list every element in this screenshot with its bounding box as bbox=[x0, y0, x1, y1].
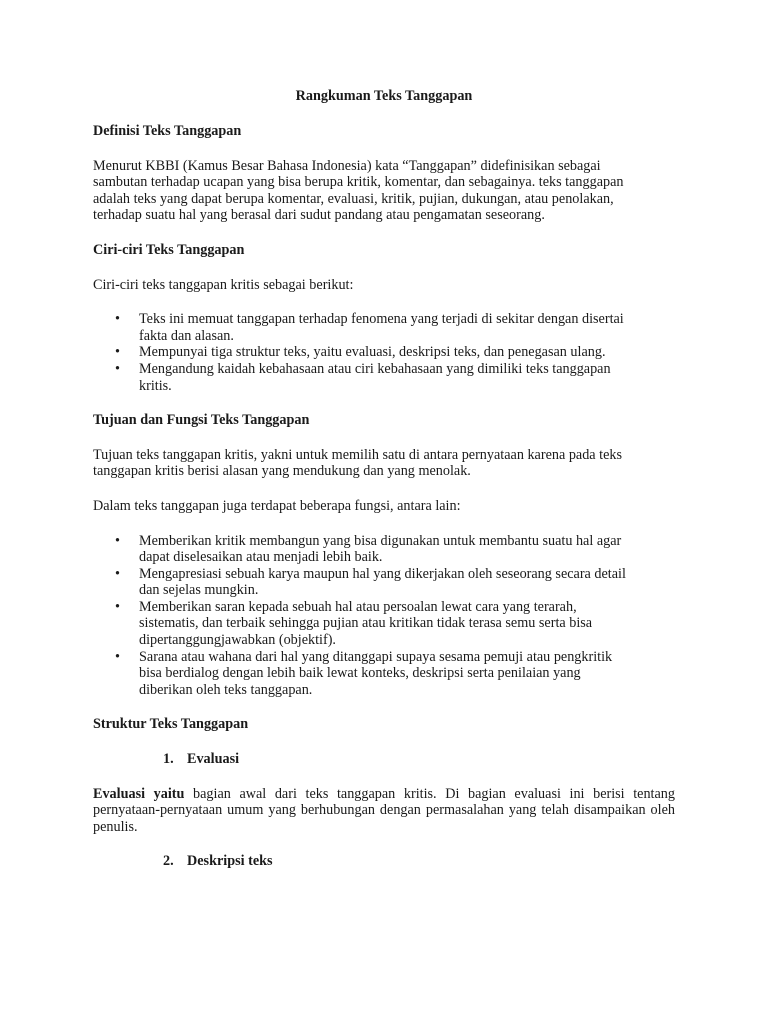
list-item-line: diberikan oleh teks tanggapan. bbox=[139, 681, 313, 698]
list-item-line: sistematis, dan terbaik sehingga pujian atau kritikan tidak terasa semu serta bisa bbox=[139, 615, 593, 632]
list-item bbox=[93, 344, 675, 361]
evaluasi-paragraph bbox=[93, 786, 675, 836]
document-body bbox=[93, 123, 675, 870]
heading-ciri: Ciri-ciri Teks Tanggapan bbox=[93, 241, 245, 258]
bullet-icon: • bbox=[115, 532, 120, 549]
definisi-line: Menurut KBBI (Kamus Besar Bahasa Indonesia) kata “Tanggapan” didefinisikan sebagai bbox=[93, 157, 601, 174]
heading-definisi: Definisi Teks Tanggapan bbox=[93, 123, 242, 139]
list-item-line: Teks ini memuat tanggapan terhadap fenomena yang terjadi di sekitar dengan disertai bbox=[139, 311, 624, 328]
list-item bbox=[93, 649, 675, 699]
list-item bbox=[93, 599, 675, 649]
numbered-heading-evaluasi bbox=[93, 751, 675, 768]
bullet-icon: • bbox=[115, 565, 120, 582]
definisi-line: adalah teks yang dapat berupa komentar, evaluasi, kritik, pujian, dukungan, atau penolakan, bbox=[93, 190, 614, 207]
list-item bbox=[93, 361, 675, 394]
list-item-line: fakta dan alasan. bbox=[139, 327, 234, 344]
document-title: Rangkuman Teks Tanggapan bbox=[295, 88, 473, 104]
list-item-line: Sarana atau wahana dari hal yang ditanggapi supaya sesama pemuji atau pengkritik bbox=[139, 648, 613, 665]
item-label: Deskripsi teks bbox=[187, 853, 273, 870]
heading-struktur: Struktur Teks Tanggapan bbox=[93, 716, 249, 733]
list-item-line: bisa berdialog dengan lebih baik lewat konteks, deskripsi serta penilaian yang bbox=[139, 665, 581, 682]
evaluasi-term: Evaluasi yaitu bbox=[93, 785, 185, 802]
numbered-heading-deskripsi bbox=[93, 853, 675, 870]
list-item-line: dapat diselesaikan atau menjadi lebih baik. bbox=[139, 549, 383, 566]
fungsi-intro: Dalam teks tanggapan juga terdapat beberapa fungsi, antara lain: bbox=[93, 497, 461, 514]
list-item bbox=[93, 566, 675, 599]
bullet-icon: • bbox=[115, 648, 120, 665]
list-item-line: kritis. bbox=[139, 377, 172, 394]
list-item-line: dan sejelas mungkin. bbox=[139, 582, 259, 599]
list-item-line: Mengapresiasi sebuah karya maupun hal yang dikerjakan oleh seseorang secara detail bbox=[139, 565, 626, 582]
list-item-line: Mengandung kaidah kebahasaan atau ciri kebahasaan yang dimiliki teks tanggapan bbox=[139, 360, 611, 377]
definisi-line: sambutan terhadap ucapan yang bisa berupa kritik, komentar, dan sebagainya. teks tanggapan bbox=[93, 174, 624, 191]
tujuan-line: tanggapan kritis berisi alasan yang mendukung dan yang menolak. bbox=[93, 463, 471, 480]
bullet-icon: • bbox=[115, 311, 120, 328]
heading-tujuan: Tujuan dan Fungsi Teks Tanggapan bbox=[93, 412, 310, 429]
tujuan-line: Tujuan teks tanggapan kritis, yakni untuk memilih satu di antara pernyataan karena pada teks bbox=[93, 446, 622, 463]
list-item-line: Mempunyai tiga struktur teks, yaitu evaluasi, deskripsi teks, dan penegasan ulang. bbox=[139, 344, 606, 361]
fungsi-list bbox=[93, 533, 675, 699]
tujuan-paragraph bbox=[93, 447, 675, 480]
ciri-intro: Ciri-ciri teks tanggapan kritis sebagai berikut: bbox=[93, 276, 354, 293]
item-label: Evaluasi bbox=[187, 751, 240, 768]
definisi-paragraph bbox=[93, 158, 675, 224]
item-number: 2. bbox=[163, 853, 174, 870]
list-item-line: Memberikan kritik membangun yang bisa digunakan untuk membantu suatu hal agar bbox=[139, 532, 622, 549]
list-item bbox=[93, 533, 675, 566]
bullet-icon: • bbox=[115, 598, 120, 615]
bullet-icon: • bbox=[115, 360, 120, 377]
list-item-line: dipertanggungjawabkan (objektif). bbox=[139, 632, 336, 649]
list-item bbox=[93, 311, 675, 344]
definisi-line: terhadap suatu hal yang berasal dari sudut pandang atau pengamatan seseorang. bbox=[93, 207, 545, 224]
ciri-list bbox=[93, 311, 675, 394]
bullet-icon: • bbox=[115, 344, 120, 361]
list-item-line: Memberikan saran kepada sebuah hal atau persoalan lewat cara yang terarah, bbox=[139, 598, 577, 615]
item-number: 1. bbox=[163, 751, 174, 768]
evaluasi-text: bagian awal dari teks tanggapan kritis. Di bagian evaluasi ini berisi tentang pernyataan-pernyataan umum yang berhubungan dengan permasalahan yang telah disampaikan oleh penulis. bbox=[93, 785, 675, 835]
